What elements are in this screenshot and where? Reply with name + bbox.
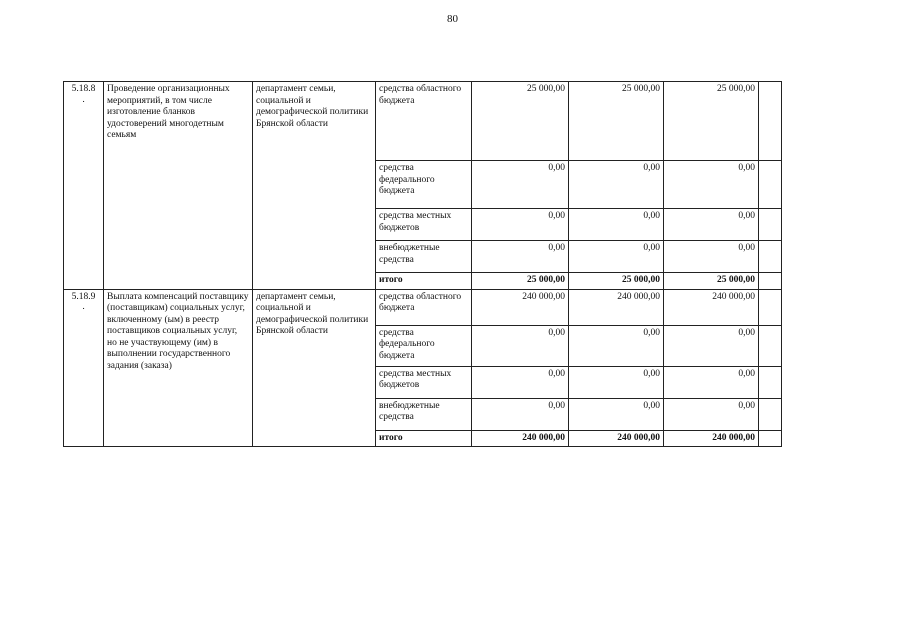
funding-source: средства федерального бюджета xyxy=(376,325,472,366)
funding-source: средства федерального бюджета xyxy=(376,161,472,209)
funding-source: внебюджетные средства xyxy=(376,241,472,273)
amount-cell: 0,00 xyxy=(569,366,664,398)
extra-cell xyxy=(759,430,782,447)
item-code: 5.18.8 xyxy=(71,84,96,94)
item-code-cell xyxy=(64,82,104,290)
funding-source: средства местных бюджетов xyxy=(376,366,472,398)
total-amount: 25 000,00 xyxy=(472,273,569,290)
budget-table xyxy=(63,81,782,447)
extra-cell xyxy=(759,161,782,209)
amount-cell: 25 000,00 xyxy=(569,82,664,161)
amount-cell: 240 000,00 xyxy=(664,289,759,325)
amount-cell: 0,00 xyxy=(472,398,569,430)
amount-cell: 0,00 xyxy=(569,209,664,241)
funding-source: средства местных бюджетов xyxy=(376,209,472,241)
amount-cell: 0,00 xyxy=(664,241,759,273)
total-amount: 25 000,00 xyxy=(569,273,664,290)
amount-cell: 0,00 xyxy=(569,161,664,209)
amount-cell: 0,00 xyxy=(664,209,759,241)
extra-cell xyxy=(759,366,782,398)
item-code-mark: . xyxy=(82,94,85,105)
item-executor: департамент семьи, социальной и демографической политики Брянской области xyxy=(253,289,376,447)
amount-cell: 0,00 xyxy=(664,366,759,398)
total-amount: 240 000,00 xyxy=(472,430,569,447)
funding-source: средства областного бюджета xyxy=(376,289,472,325)
amount-cell: 25 000,00 xyxy=(472,82,569,161)
amount-cell: 0,00 xyxy=(664,398,759,430)
item-code-mark: . xyxy=(82,302,85,312)
amount-cell: 25 000,00 xyxy=(664,82,759,161)
total-amount: 240 000,00 xyxy=(569,430,664,447)
amount-cell: 240 000,00 xyxy=(472,289,569,325)
amount-cell: 0,00 xyxy=(664,161,759,209)
extra-cell xyxy=(759,273,782,290)
item-code: 5.18.9 xyxy=(71,291,96,302)
item-description: Проведение организационных мероприятий, в том числе изготовление бланков удостоверений многодетным семьям xyxy=(104,82,253,290)
amount-cell: 0,00 xyxy=(569,398,664,430)
total-label: итого xyxy=(376,430,472,447)
page-number: 80 xyxy=(447,13,458,25)
item-executor: департамент семьи, социальной и демографической политики Брянской области xyxy=(253,82,376,290)
amount-cell: 0,00 xyxy=(472,161,569,209)
amount-cell: 0,00 xyxy=(472,366,569,398)
extra-cell xyxy=(759,241,782,273)
extra-cell xyxy=(759,398,782,430)
table-row xyxy=(64,82,782,161)
total-amount: 240 000,00 xyxy=(664,430,759,447)
extra-cell xyxy=(759,325,782,366)
funding-source: внебюджетные средства xyxy=(376,398,472,430)
extra-cell xyxy=(759,82,782,161)
amount-cell: 0,00 xyxy=(569,325,664,366)
item-code-cell xyxy=(64,289,104,447)
total-label: итого xyxy=(376,273,472,290)
amount-cell: 0,00 xyxy=(664,325,759,366)
amount-cell: 0,00 xyxy=(472,241,569,273)
extra-cell xyxy=(759,289,782,325)
amount-cell: 0,00 xyxy=(569,241,664,273)
total-amount: 25 000,00 xyxy=(664,273,759,290)
amount-cell: 0,00 xyxy=(472,325,569,366)
amount-cell: 240 000,00 xyxy=(569,289,664,325)
extra-cell xyxy=(759,209,782,241)
funding-source: средства областного бюджета xyxy=(376,82,472,161)
amount-cell: 0,00 xyxy=(472,209,569,241)
item-description: Выплата компенсаций поставщику (поставщикам) социальных услуг, включенному (ым) в реестр поставщиков социальных услуг, но не участвующему (им) в выполнении государственного задания (заказа) xyxy=(104,289,253,447)
table-row xyxy=(64,289,782,325)
